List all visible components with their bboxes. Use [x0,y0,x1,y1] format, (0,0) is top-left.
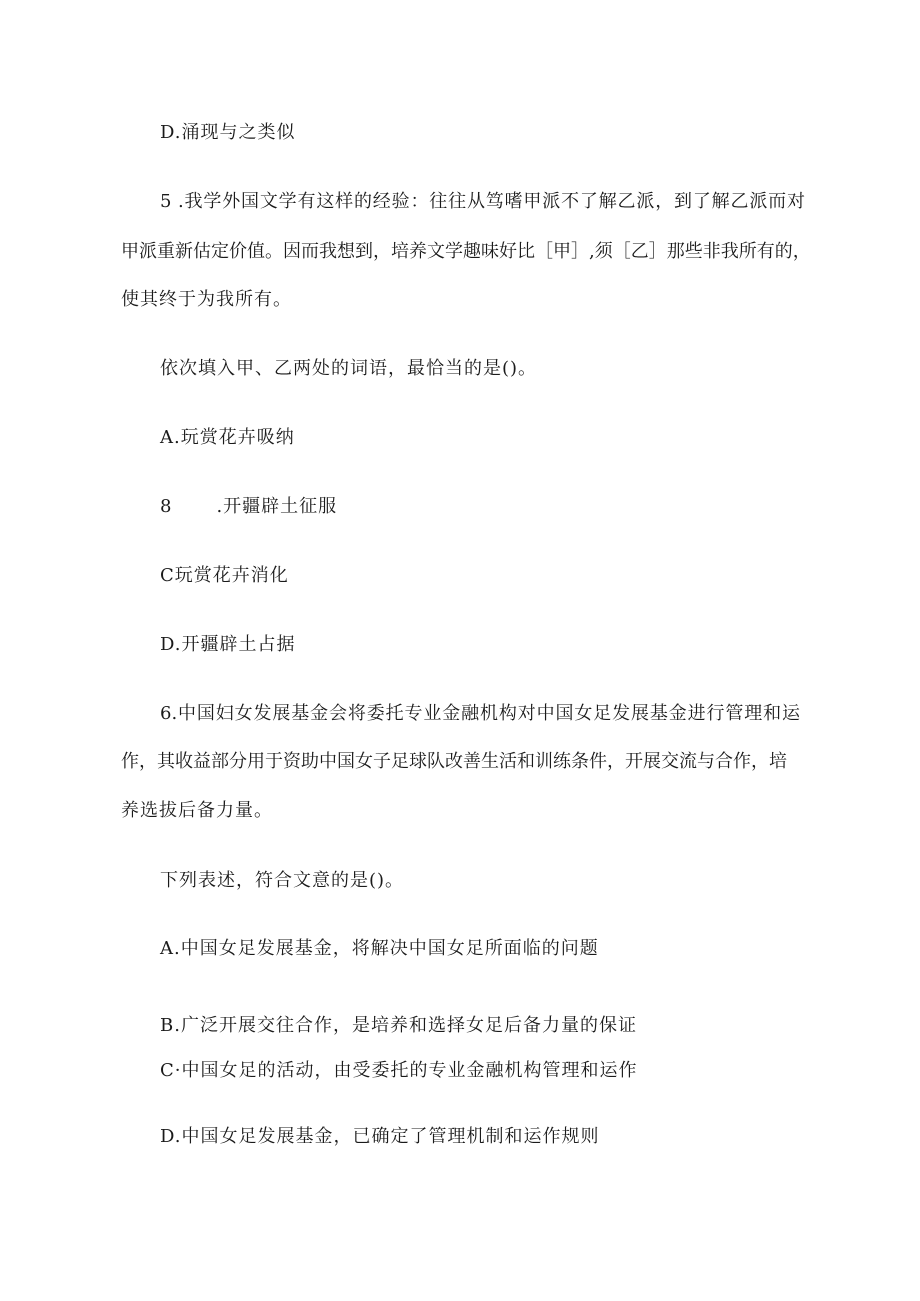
q6-prompt: 下列表述，符合文意的是()。 [160,870,405,891]
q5-option-c: C玩赏花卉消化 [160,565,289,586]
q6-option-c: C·中国女足的活动，由受委托的专业金融机构管理和运作 [160,1060,638,1081]
q5-stem-line-2: 甲派重新估定价值。因而我想到，培养文学趣味好比［甲］,须［乙］那些非我所有的， [121,241,811,262]
q5-option-b [160,495,337,519]
q5-option-d: D.开疆辟土占据 [160,634,296,655]
q6-stem-line-1: 6.中国妇女发展基金会将委托专业金融机构对中国女足发展基金进行管理和运 [160,703,800,724]
q5-option-b-text: .开疆辟土征服 [216,496,338,517]
q5-option-b-number: 8 [160,496,173,517]
q6-option-d: D.中国女足发展基金，已确定了管理机制和运作规则 [160,1126,600,1147]
q5-stem-line-3: 使其终于为我所有。 [121,289,292,310]
q4-option-d: D.涌现与之类似 [160,122,296,143]
q5-option-a: A.玩赏花卉吸纳 [160,427,295,448]
q6-option-b: B.广泛开展交往合作，是培养和选择女足后备力量的保证 [160,1015,637,1036]
q6-stem-line-3: 养选拔后备力量。 [121,800,273,821]
q5-stem-line-1: 5 .我学外国文学有这样的经验：往往从笃嗜甲派不了解乙派，到了解乙派而对 [160,191,805,212]
q5-prompt: 依次填入甲、乙两处的词语，最恰当的是()。 [160,358,538,379]
q6-option-a: A.中国女足发展基金，将解决中国女足所面临的问题 [160,938,599,959]
q6-stem-line-2: 作，其收益部分用于资助中国女子足球队改善生活和训练条件，开展交流与合作，培 [121,751,787,772]
